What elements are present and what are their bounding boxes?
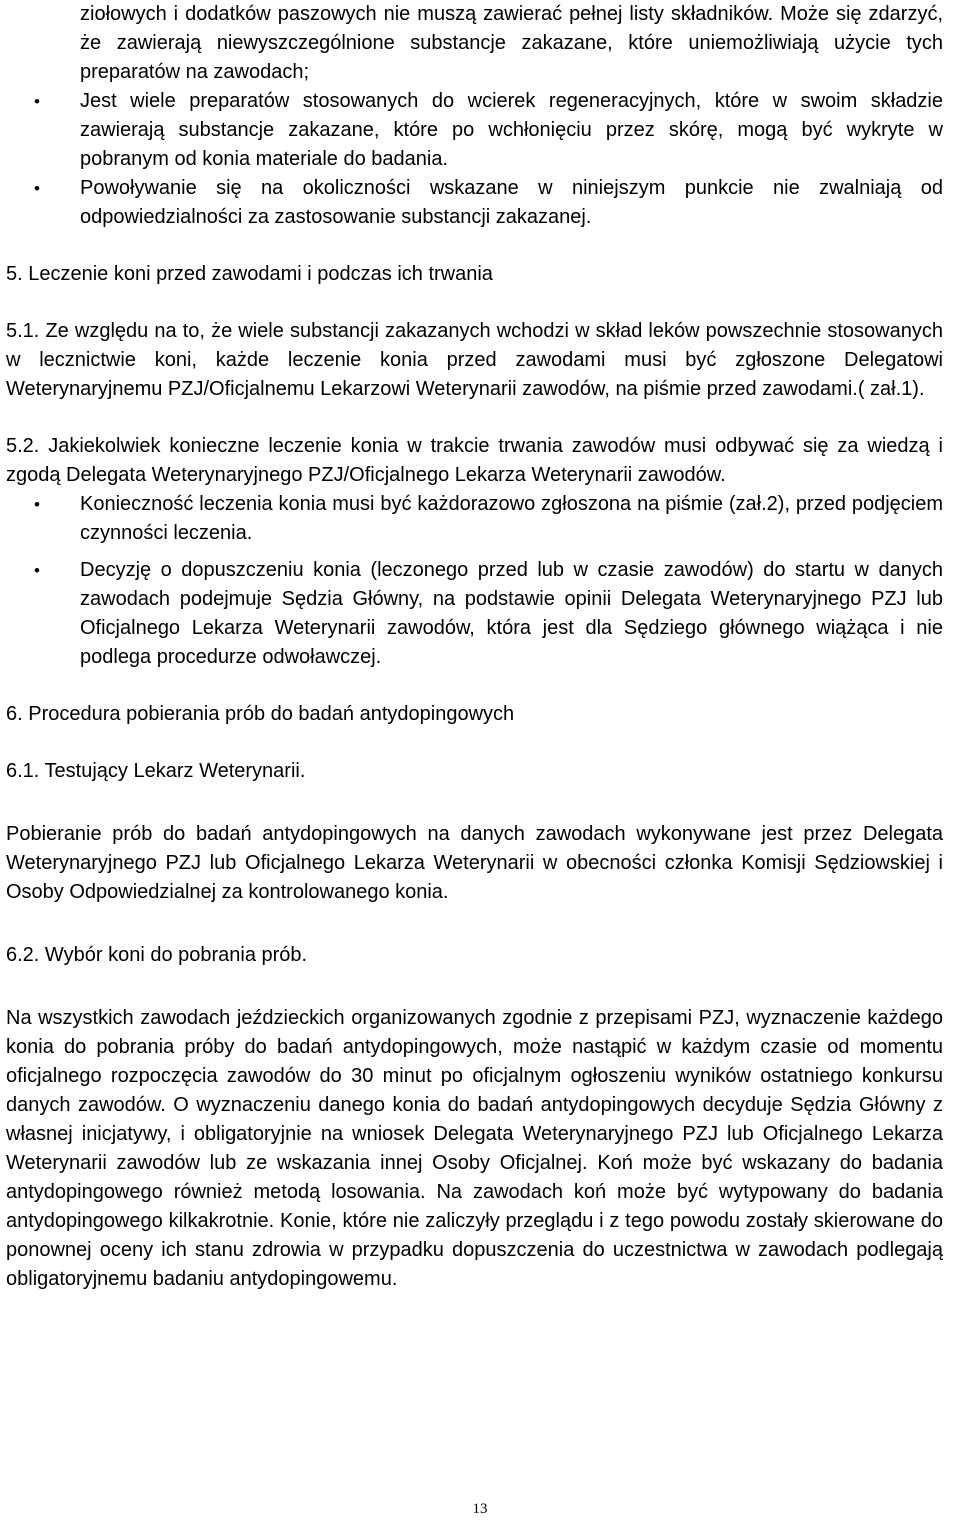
bullet-item bbox=[6, 87, 943, 174]
bullet-dot: • bbox=[34, 92, 40, 111]
paragraph-5-2: 5.2. Jakiekolwiek konieczne leczenie konia w trakcie trwania zawodów musi odbywać się za wiedzą i zgodą Delegata Weterynaryjnego PZJ/Oficjalnego Lekarza Weterynarii zawodów. bbox=[6, 435, 943, 486]
subsection-6-1-heading: 6.1. Testujący Lekarz Weterynarii. bbox=[6, 760, 306, 782]
page-number: 13 bbox=[472, 1501, 488, 1517]
document-page bbox=[6, 0, 943, 1294]
section-5-heading: 5. Leczenie koni przed zawodami i podczas ich trwania bbox=[6, 263, 493, 285]
bullet-text: Konieczność leczenia konia musi być każdorazowo zgłoszona na piśmie (zał.2), przed podjęciem czynności leczenia. bbox=[80, 493, 943, 544]
bullet-dot: • bbox=[34, 179, 40, 198]
bullet-item bbox=[6, 556, 943, 672]
bullet-text: Decyzję o dopuszczeniu konia (leczonego przed lub w czasie zawodów) do startu w danych zawodach podejmuje Sędzia Główny, na podstawie opinii Delegata Weterynaryjnego PZJ lub Oficjalnego Lekarza Weterynarii zawodów, która jest dla Sędziego głównego wiążąca i nie podlega procedurze odwoławczej. bbox=[80, 559, 943, 668]
paragraph-6-1: Pobieranie prób do badań antydopingowych na danych zawodach wykonywane jest przez Delegata Weterynaryjnego PZJ lub Oficjalnego Lekarza Weterynarii w obecności członka Komisji Sędziowskiej i Osoby Odpowiedzialnej za kontrolowanego konia. bbox=[6, 823, 943, 903]
bullet-item bbox=[6, 174, 943, 232]
bullet-dot: • bbox=[34, 495, 40, 514]
continuation-paragraph: ziołowych i dodatków paszowych nie muszą zawierać pełnej listy składników. Może się zdarzyć, że zawierają niewyszczególnione substancje zakazane, które uniemożliwiają użycie tych preparatów na zawodach; bbox=[80, 3, 943, 83]
bullet-text: Powoływanie się na okoliczności wskazane w niniejszym punkcie nie zwalniają od odpowiedzialności za zastosowanie substancji zakazanej. bbox=[80, 177, 943, 228]
bullet-dot: • bbox=[34, 561, 40, 580]
bullet-text: Jest wiele preparatów stosowanych do wcierek regeneracyjnych, które w swoim składzie zawierają substancje zakazane, które po wchłonięciu przez skórę, mogą być wykryte w pobranym od konia materiale do badania. bbox=[80, 90, 943, 170]
paragraph-5-1: 5.1. Ze względu na to, że wiele substancji zakazanych wchodzi w skład leków powszechnie stosowanych w lecznictwie koni, każde leczenie konia przed zawodami musi być zgłoszone Delegatowi Weterynaryjnemu PZJ/Oficjalnemu Lekarzowi Weterynarii zawodów, na piśmie przed zawodami.( zał.1). bbox=[6, 320, 943, 400]
bullet-item bbox=[6, 490, 943, 548]
section-6-heading: 6. Procedura pobierania prób do badań antydopingowych bbox=[6, 703, 515, 725]
paragraph-6-2: Na wszystkich zawodach jeździeckich organizowanych zgodnie z przepisami PZJ, wyznaczenie każdego konia do pobrania próby do badań antydopingowych, może nastąpić w każdym czasie od momentu oficjalnego rozpoczęcia zawodów do 30 minut po oficjalnym ogłoszeniu wyników ostatniego konkursu danych zawodów. O wyznaczeniu danego konia do badań antydopingowych decyduje Sędzia Główny z własnej inicjatywy, i obligatoryjnie na wniosek Delegata Weterynaryjnego PZJ lub Oficjalnego Lekarza Weterynarii zawodów lub ze wskazania innej Osoby Oficjalnej. Koń może być wskazany do badania antydopingowego również metodą losowania. Na zawodach koń może być wytypowany do badania antydopingowego kilkakrotnie. Konie, które nie zaliczyły przeglądu i z tego powodu zostały skierowane do ponownej oceny ich stanu zdrowia w przypadku dopuszczenia do uczestnictwa w zawodach podlegają obligatoryjnemu badaniu antydopingowemu. bbox=[6, 1007, 943, 1290]
subsection-6-2-heading: 6.2. Wybór koni do pobrania prób. bbox=[6, 944, 308, 966]
